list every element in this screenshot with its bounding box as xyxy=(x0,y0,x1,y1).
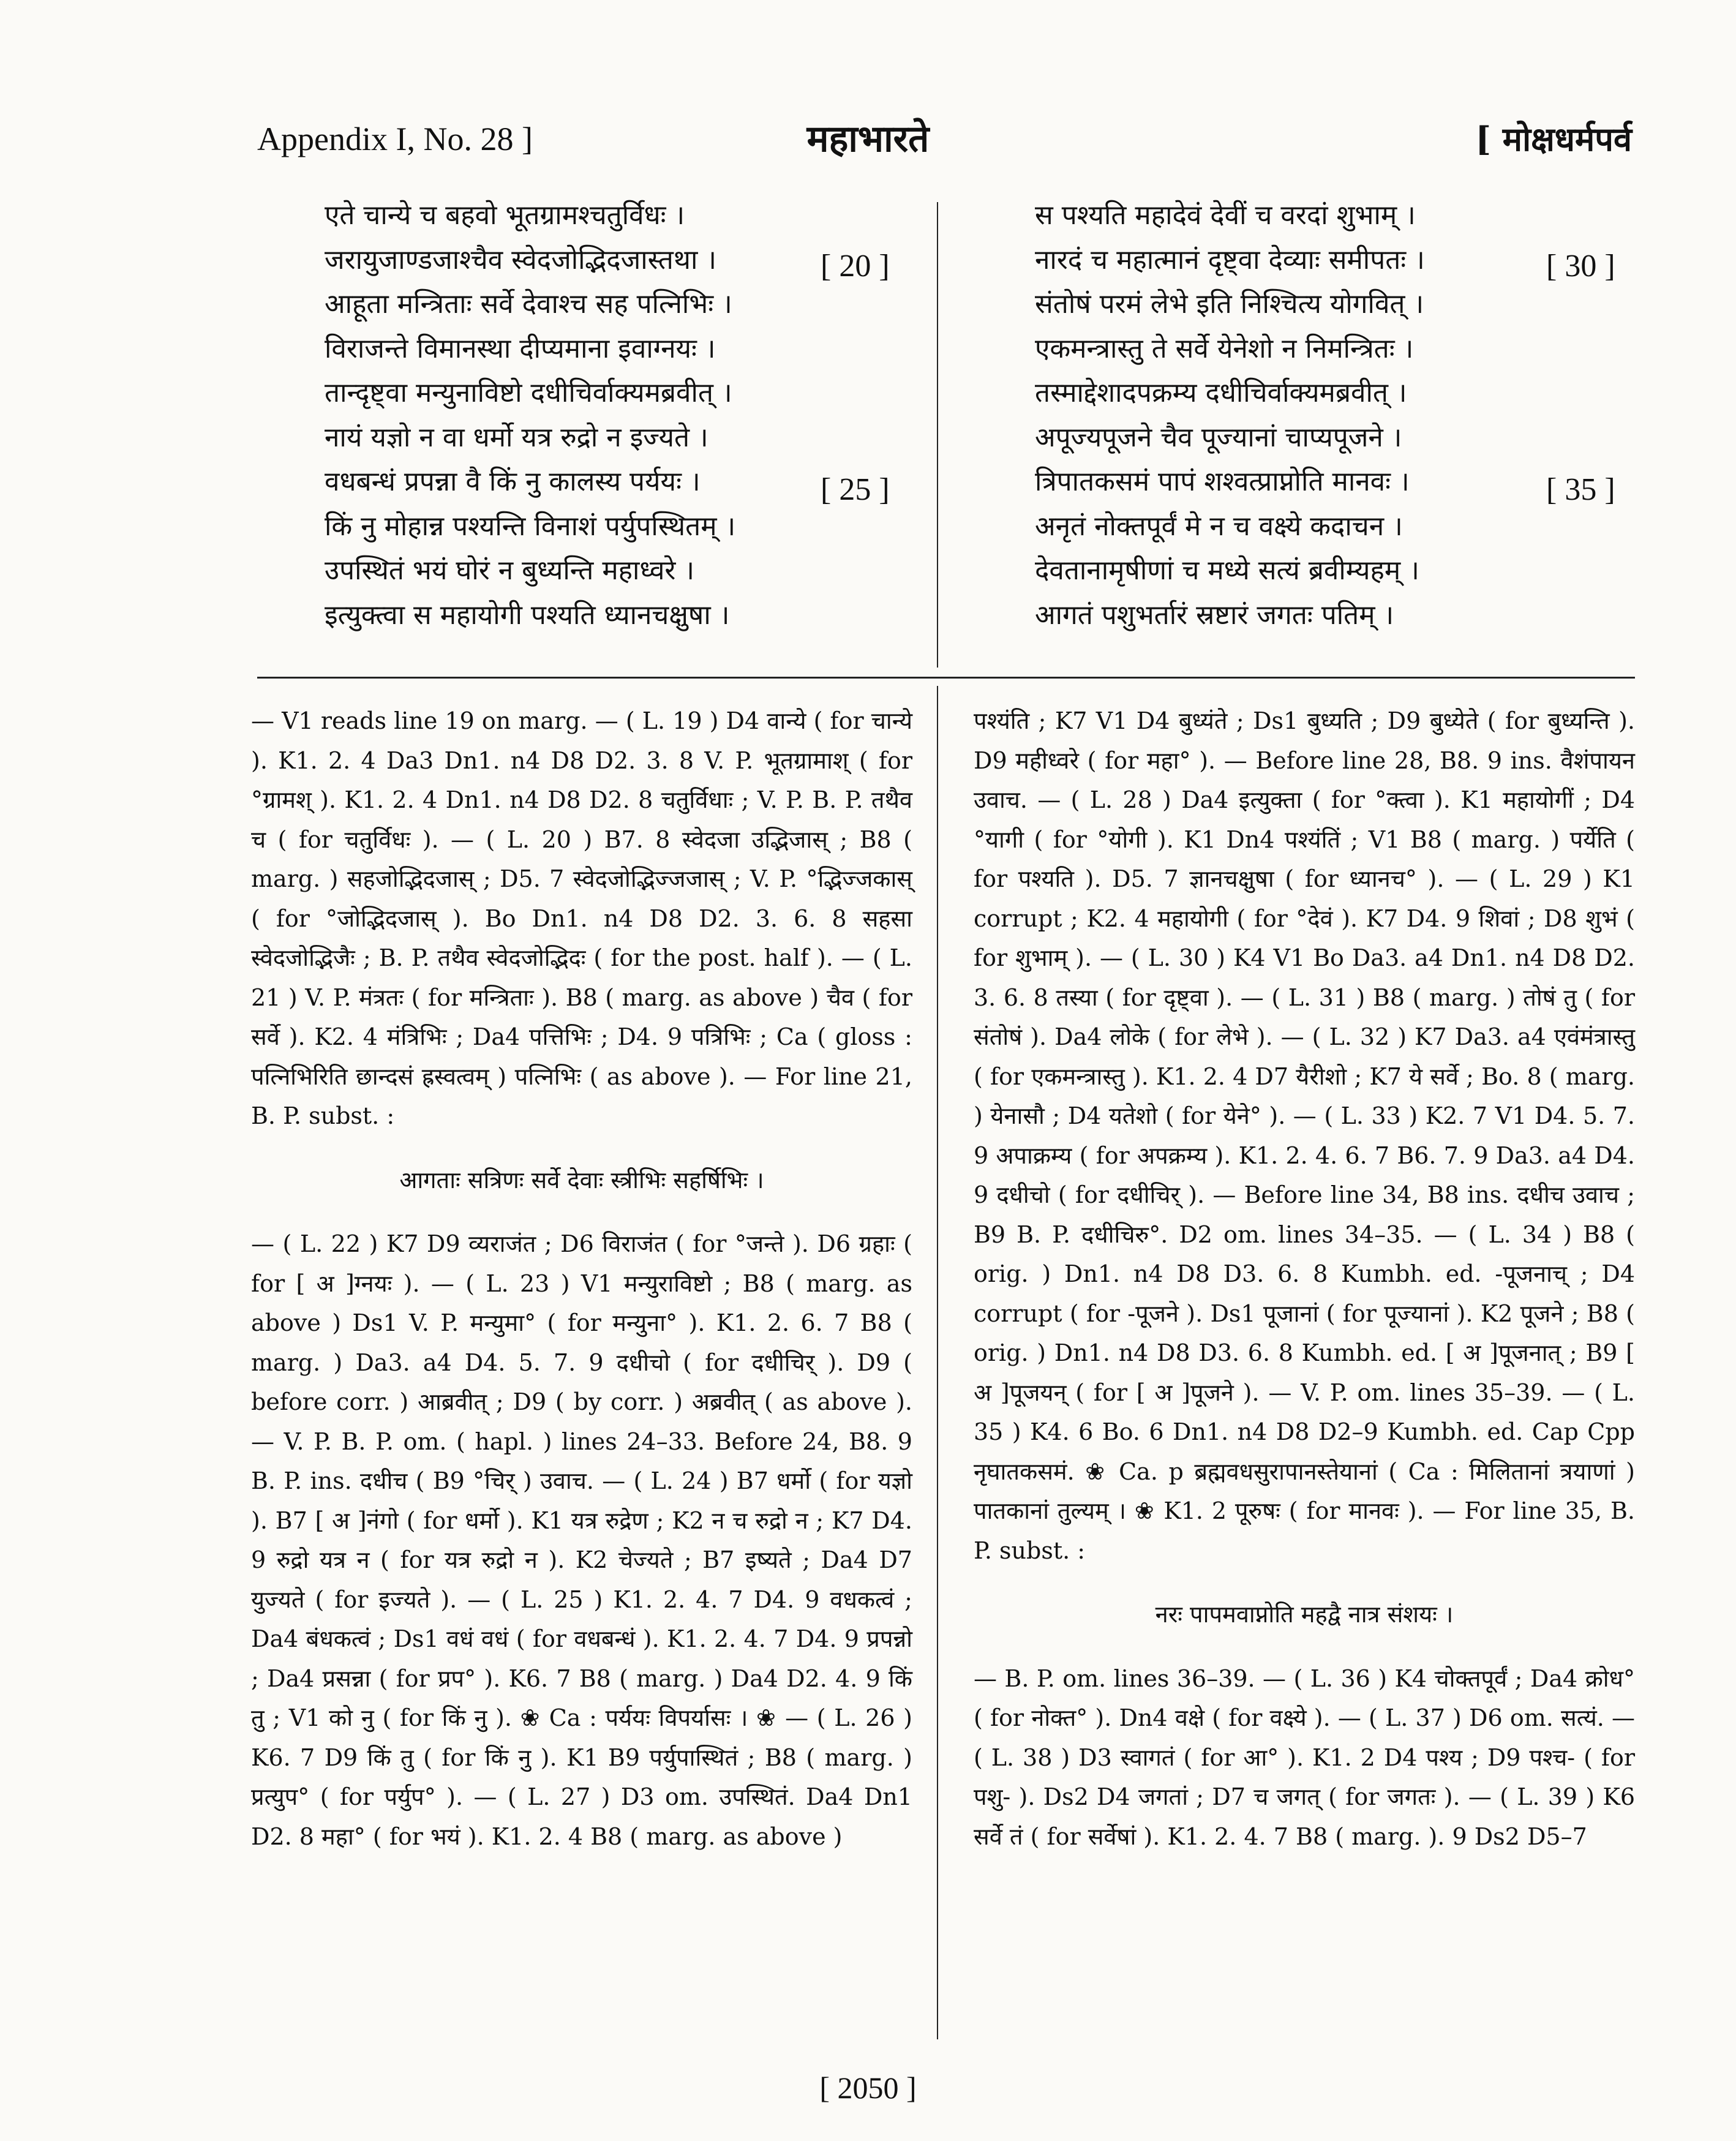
verse-line: संतोषं परमं लेभे इति निश्चित्य योगवित् । xyxy=(1035,288,1424,320)
notes-left-column xyxy=(251,701,912,1856)
verse-line: स पश्यति महादेवं देवीं च वरदां शुभाम् । xyxy=(1035,200,1416,231)
critical-note: — B. P. om. lines 36–39. — ( L. 36 ) K4 चोक्तपूर्वं ; Da4 क्रोध° ( for नोक्त° ). Dn4 वक्षे ( for वक्ष्ये ). — ( L. 37 ) D6 om. सत्यं. — ( L. 38 ) D3 स्वागतं ( for आ° ). K1. 2 D4 पश्य ; D9 पश्च- ( for पशु- ). Ds2 D4 जगतां ; D7 च जगत् ( for जगतः ). — ( L. 39 ) K6 सर्वे तं ( for सर्वेषां ). K1. 2. 4. 7 B8 ( marg. ). 9 Ds2 D5–7 xyxy=(974,1665,1635,1850)
verse-line: नायं यज्ञो न वा धर्मो यत्र रुद्रो न इज्यते । xyxy=(325,421,708,453)
verse-line: उपस्थितं भयं घोरं न बुध्यन्ति महाध्वरे । xyxy=(325,555,695,586)
verse-line: वधबन्धं प्रपन्ना वै किं नु कालस्य पर्ययः । xyxy=(325,466,701,497)
verse-line: एते चान्ये च बहवो भूतग्रामश्चतुर्विधः । xyxy=(325,200,685,231)
column-divider-notes xyxy=(937,686,938,2039)
verse-number-20: [ 20 ] xyxy=(821,249,890,284)
verse-line: नारदं च महात्मानं दृष्ट्वा देव्याः समीपतः । xyxy=(1035,244,1425,276)
critical-note: — ( L. 22 ) K7 D9 व्यराजंत ; D6 विराजंत ( for °जन्ते ). D6 ग्रहाः ( for [ अ ]ग्नयः ). — ( L. 23 ) V1 मन्युराविष्टो ; B8 ( marg. as above ) Ds1 V. P. मन्युमा° ( for मन्युना° ). K1. 2. 6. 7 B8 ( marg. ) Da3. a4 D4. 5. 7. 9 दधीचो ( for दधीचिर् ). D9 ( before corr. ) आब्रवीत् ; D9 ( by corr. ) अब्रवीत् ( as above ). — V. P. B. P. om. ( hapl. ) lines 24–33. Before 24, B8. 9 B. P. ins. दधीच ( B9 °चिर् ) उवाच. — ( L. 24 ) B7 धर्मो ( for यज्ञो ). B7 [ अ ]नंगो ( for धर्मो ). K1 यत्र रुद्रेण ; K2 न च रुद्रो न ; K7 D4. 9 रुद्रो यत्र न ( for यत्र रुद्रो न ). K2 चेज्यते ; B7 इष्यते ; Da4 D7 युज्यते ( for इज्यते ). — ( L. 25 ) K1. 2. 4. 7 D4. 9 वधकत्वं ; Da4 बंधकत्वं ; Ds1 वधं वधं ( for वधबन्धं ). K1. 2. 4. 7 D4. 9 प्रपन्नो ; Da4 प्रसन्ना ( for प्रप° ). K6. 7 B8 ( marg. ) Da4 D2. 4. 9 किं तु ; V1 को नु ( for किं नु ). ❀ Ca : पर्ययः विपर्यासः । ❀ — ( L. 26 ) K6. 7 D9 किं तु ( for किं नु ). K1 B9 पर्युपास्थितं ; B8 ( marg. ) प्रत्युप° ( for पर्युप° ). — ( L. 27 ) D3 om. उपस्थितं. Da4 Dn1 D2. 8 महा° ( for भयं ). K1. 2. 4 B8 ( marg. as above ) xyxy=(251,1230,912,1850)
page-number: [ 2050 ] xyxy=(819,2071,917,2105)
verse-line: विराजन्ते विमानस्था दीप्यमाना इवाग्नयः । xyxy=(325,333,716,364)
verse-line: आगतं पशुभर्तारं स्रष्टारं जगतः पतिम् । xyxy=(1035,599,1394,631)
substituted-line: आगताः सत्रिणः सर्वे देवाः स्त्रीभिः सहर्षिभिः । xyxy=(399,1166,764,1194)
verse-line: अनृतं नोक्तपूर्वं मे न च वक्ष्ये कदाचन । xyxy=(1035,510,1403,542)
verse-number-30: [ 30 ] xyxy=(1546,249,1615,284)
column-divider-top xyxy=(937,202,938,668)
header-parvan: [ मोक्षधर्मपर्व xyxy=(1475,119,1632,159)
verse-line: अपूज्यपूजने चैव पूज्यानां चाप्यपूजने । xyxy=(1035,421,1402,453)
horizontal-rule xyxy=(257,677,1635,679)
verse-line: किं नु मोहान्न पश्यन्ति विनाशं पर्युपस्थितम् । xyxy=(325,510,736,542)
verse-line: एकमन्त्रास्तु ते सर्वे येनेशो न निमन्त्रितः । xyxy=(1035,333,1414,364)
verse-number-25: [ 25 ] xyxy=(821,472,890,507)
header-section-ref: Appendix I, No. 28 ] xyxy=(257,121,533,157)
verse-number-35: [ 35 ] xyxy=(1546,472,1615,507)
notes-right-column xyxy=(974,701,1635,1856)
verse-line: तस्माद्देशादपक्रम्य दधीचिर्वाक्यमब्रवीत् । xyxy=(1035,377,1407,408)
critical-note: — V1 reads line 19 on marg. — ( L. 19 ) D4 वान्ये ( for चान्ये ). K1. 2. 4 Da3 Dn1. n4 D8 D2. 3. 8 V. P. भूतग्रामाश् ( for °ग्रामश् ). K1. 2. 4 Dn1. n4 D8 D2. 8 चतुर्विधाः ; V. P. B. P. तथैव च ( for चतुर्विधः ). — ( L. 20 ) B7. 8 स्वेदजा उद्भिजास् ; B8 ( marg. ) सहजोद्भिदजास् ; D5. 7 स्वेदजोद्भिज्जजास् ; V. P. °द्भिज्जकास् ( for °जोद्भिदजास् ). Bo Dn1. n4 D8 D2. 3. 6. 8 सहसा स्वेदजोद्भिजैः ; B. P. तथैव स्वेदजोद्भिदः ( for the post. half ). — ( L. 21 ) V. P. मंत्रतः ( for मन्त्रिताः ). B8 ( marg. as above ) चैव ( for सर्वे ). K2. 4 मंत्रिभिः ; Da4 पत्तिभिः ; D4. 9 पत्रिभिः ; Ca ( gloss : पत्निभिरिति छान्दसं ह्रस्वत्वम् ) पत्निभिः ( as above ). — For line 21, B. P. subst. : xyxy=(251,707,912,1129)
header-title: महाभारते xyxy=(806,118,930,160)
verse-line: देवतानामृषीणां च मध्ये सत्यं ब्रवीम्यहम् । xyxy=(1035,555,1419,586)
verse-line: तान्दृष्ट्वा मन्युनाविष्टो दधीचिर्वाक्यमब्रवीत् । xyxy=(325,377,732,408)
substituted-line: नरः पापमवाप्नोति महद्वै नात्र संशयः । xyxy=(1155,1601,1454,1628)
verse-line: इत्युक्त्वा स महायोगी पश्यति ध्यानचक्षुषा । xyxy=(325,599,730,631)
verse-line: त्रिपातकसमं पापं शश्वत्प्राप्नोति मानवः । xyxy=(1035,466,1410,497)
critical-note: पश्यंति ; K7 V1 D4 बुध्यंते ; Ds1 बुध्यति ; D9 बुध्येते ( for बुध्यन्ति ). D9 महीध्वरे ( for महा° ). — Before line 28, B8. 9 ins. वैशंपायन उवाच. — ( L. 28 ) Da4 इत्युक्ता ( for °क्त्वा ). K1 महायोगीं ; D4 °यागी ( for °योगी ). K1 Dn4 पश्यंतिं ; V1 B8 ( marg. ) पर्येति ( for पश्यति ). D5. 7 ज्ञानचक्षुषा ( for ध्यानच° ). — ( L. 29 ) K1 corrupt ; K2. 4 महायोगी ( for °देवं ). K7 D4. 9 शिवां ; D8 शुभं ( for शुभाम् ). — ( L. 30 ) K4 V1 Bo Da3. a4 Dn1. n4 D8 D2. 3. 6. 8 तस्या ( for दृष्ट्वा ). — ( L. 31 ) B8 ( marg. ) तोषं तु ( for संतोषं ). Da4 लोके ( for लेभे ). — ( L. 32 ) K7 Da3. a4 एवंमंत्रास्तु ( for एकमन्त्रास्तु ). K1. 2. 4 D7 यैरीशो ; K7 ये सर्वे ; Bo. 8 ( marg. ) येनासौ ; D4 यतेशो ( for येने° ). — ( L. 33 ) K2. 7 V1 D4. 5. 7. 9 अपाक्रम्य ( for अपक्रम्य ). K1. 2. 4. 6. 7 B6. 7. 9 Da3. a4 D4. 9 दधीचो ( for दधीचिर् ). — Before line 34, B8 ins. दधीच उवाच ; B9 B. P. दधीचिरु°. D2 om. lines 34–35. — ( L. 34 ) B8 ( orig. ) Dn1. n4 D8 D3. 6. 8 Kumbh. ed. -पूजनाच् ; D4 corrupt ( for -पूजने ). Ds1 पूजानां ( for पूज्यानां ). K2 पूजने ; B8 ( orig. ) Dn1. n4 D8 D3. 6. 8 Kumbh. ed. [ अ ]पूजनात् ; B9 [ अ ]पूजयन् ( for [ अ ]पूजने ). — V. P. om. lines 35–39. — ( L. 35 ) K4. 6 Bo. 6 Dn1. n4 D8 D2–9 Kumbh. ed. Cap Cpp नृघातकसमं. ❀ Ca. p ब्रह्मवधसुरापानस्तेयानां ( Ca : मिलितानां त्रयाणां ) पातकानां तुल्यम् । ❀ K1. 2 पूरुषः ( for मानवः ). — For line 35, B. P. subst. : xyxy=(974,707,1635,1564)
verse-line: आहूता मन्त्रिताः सर्वे देवाश्च सह पत्निभिः । xyxy=(325,288,732,320)
verse-line: जरायुजाण्डजाश्चैव स्वेदजोद्भिदजास्तथा । xyxy=(325,244,717,276)
